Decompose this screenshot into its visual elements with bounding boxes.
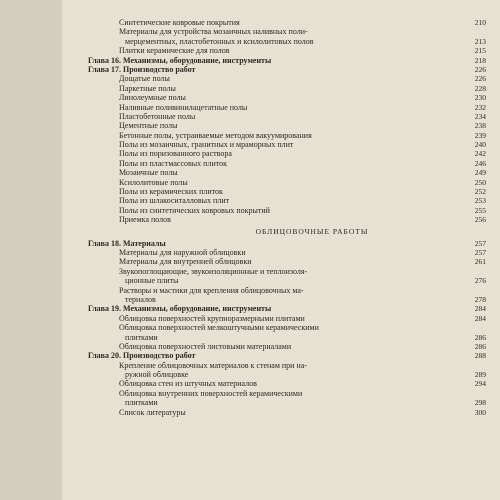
toc-entry-label: Звукопоглощающие, звукоизоляционные и теплоизоля- [119,266,308,276]
toc-entry-label: Глава 16. Механизмы, оборудование, инструменты [88,55,272,65]
toc-entry-label: Паркетные полы [119,83,176,93]
toc-entry-label: Полы из шлакоситалловых плит [119,196,230,206]
toc-entry-row [88,398,486,407]
toc-page-number: 253 [474,196,486,206]
toc-page-number: 210 [474,18,486,27]
toc-entry-label: Глава 18. Материалы [88,238,166,248]
toc-entry-label: плитками [125,398,158,408]
toc-entry-label: Полы из синтетических ковровых покрытий [119,205,270,215]
toc-entry-label: териалов [125,294,156,304]
toc-entry-row [88,389,486,398]
toc-entry-row [88,121,486,130]
toc-page-number: 288 [474,351,486,361]
toc-entry-row [88,314,486,323]
toc-page-number: 242 [474,149,486,159]
toc-entry-row [88,112,486,121]
toc-page-number: 232 [474,102,486,112]
toc-entry-label: Облицовка поверхностей крупноразмерными плитами [119,313,305,323]
toc-page-number: 218 [474,55,486,65]
toc-entry-row [88,333,486,342]
toc-entry-label: Плитки керамические для полов [119,46,230,56]
toc-entry-label: ционные плиты [125,276,179,286]
toc-entry-row [88,84,486,93]
toc-page-number: 276 [474,276,486,286]
toc-entry-row [88,323,486,332]
toc-entry-label: ружной облицовке [125,370,189,380]
toc-chapter-row [88,304,486,313]
toc-entry-label: Цементные полы [119,121,178,131]
toc-entry-label: Наливные поливинилацетатные полы [119,102,248,112]
toc-page-number: 240 [474,140,486,150]
toc-entry-row [88,178,486,187]
toc-entry-row [88,18,486,27]
toc-page-number: 239 [474,130,486,140]
toc-entry-label: Мозаичные полы [119,168,178,178]
toc-entry-row [88,46,486,55]
toc-entry-row [88,267,486,276]
toc-entry-row [88,93,486,102]
toc-chapter-row [88,351,486,360]
toc-entry-label: Дощатые полы [119,74,170,84]
toc-page-number: 226 [474,74,486,84]
toc-page-number: 289 [474,370,486,380]
toc-entry-label: Материалы для наружной облицовки [119,247,246,257]
toc-entry-row [88,27,486,36]
toc-entry-row [88,370,486,379]
toc-page-number: 256 [474,215,486,225]
toc-page-number: 249 [474,168,486,178]
toc-entry-row [88,159,486,168]
book-gutter [0,0,62,500]
toc-entry-row [88,276,486,285]
section-heading: ОБЛИЦОВОЧНЫЕ РАБОТЫ [255,226,369,236]
toc-entry-row [88,131,486,140]
toc-page-number: 286 [474,332,486,342]
toc-page-number: 238 [474,121,486,131]
toc-entry-row [88,408,486,417]
toc-entry-row [88,103,486,112]
toc-page-number: 257 [474,247,486,257]
toc-entry-label: Крепление облицовочных материалов к стенам при на- [119,360,307,370]
toc-entry-row [88,37,486,46]
toc-page-number: 246 [474,158,486,168]
toc-entry-row [88,140,486,149]
toc-entry-row [88,149,486,158]
toc-page-number: 261 [474,257,486,267]
toc-entry-row [88,196,486,205]
toc-entry-label: Список литературы [119,407,186,417]
toc-entry-label: Бетонные полы, устраиваемые методом вакуумирования [119,130,312,140]
toc-entry-row [88,187,486,196]
toc-entry-label: Полы из мозаичных, гранитных и мраморных плит [119,140,294,150]
toc-page-number: 286 [474,341,486,351]
toc-entry-row [88,342,486,351]
toc-chapter-row [88,56,486,65]
toc-page-number: 300 [474,407,486,417]
toc-entry-row [88,74,486,83]
toc-entry-label: Синтетические ковровые покрытия [119,18,240,27]
toc-chapter-row [88,65,486,74]
toc-entry-label: Полы из поризованного раствора [119,149,232,159]
toc-entry-row [88,168,486,177]
toc-page-number: 252 [474,187,486,197]
toc-entry-label: плитками [125,332,158,342]
toc-page-number: 278 [474,294,486,304]
toc-entry-row [88,257,486,266]
toc-entry-label: Глава 19. Механизмы, оборудование, инструменты [88,304,272,314]
toc-entry-label: Приемка полов [119,215,171,225]
toc-page-number: 228 [474,83,486,93]
toc-entry-label: Растворы и мастики для крепления облицовочных ма- [119,285,304,295]
toc-page-number: 298 [474,398,486,408]
toc-entry-label: Ксилолитовые полы [119,177,188,187]
toc-page-number: 230 [474,93,486,103]
toc-entry-row [88,295,486,304]
toc-page-number: 215 [474,46,486,56]
toc-page-number: 213 [474,36,486,46]
toc-page-number: 234 [474,111,486,121]
toc-entry-label: мерцементных, пластобетонных и ксилолитовых полов [125,36,314,46]
toc-entry-row [88,215,486,224]
toc-entry-row [88,206,486,215]
toc-entry-label: Облицовка поверхностей мелкоштучными керамическими [119,323,319,333]
toc-entry-label: Пластобетонные полы [119,111,196,121]
toc-page-number: 284 [474,313,486,323]
toc-entry-row [88,379,486,388]
toc-entry-label: Полы из керамических плиток [119,187,223,197]
toc-entry-row [88,248,486,257]
toc-page-number: 284 [474,304,486,314]
toc-entry-row [88,286,486,295]
table-of-contents [88,18,486,417]
toc-entry-label: Глава 20. Производство работ [88,351,196,361]
toc-page-number: 250 [474,177,486,187]
toc-page-number: 257 [474,238,486,248]
toc-page-number: 294 [474,379,486,389]
toc-entry-label: Полы из пластмассовых плиток [119,158,227,168]
toc-entry-label: Облицовка внутренних поверхностей керамическими [119,388,303,398]
toc-entry-label: Облицовка поверхностей листовыми материалами [119,341,292,351]
toc-chapter-row [88,239,486,248]
toc-entry-label: Линолеумные полы [119,93,186,103]
toc-page-number: 255 [474,205,486,215]
toc-entry-label: Материалы для внутренней облицовки [119,257,252,267]
toc-page-number: 226 [474,64,486,74]
toc-entry-label: Облицовка стен из штучных материалов [119,379,257,389]
toc-entry-label: Материалы для устройства мозаичных наливных поли- [119,27,308,37]
toc-entry-label: Глава 17. Производство работ [88,64,196,74]
toc-entry-row [88,361,486,370]
